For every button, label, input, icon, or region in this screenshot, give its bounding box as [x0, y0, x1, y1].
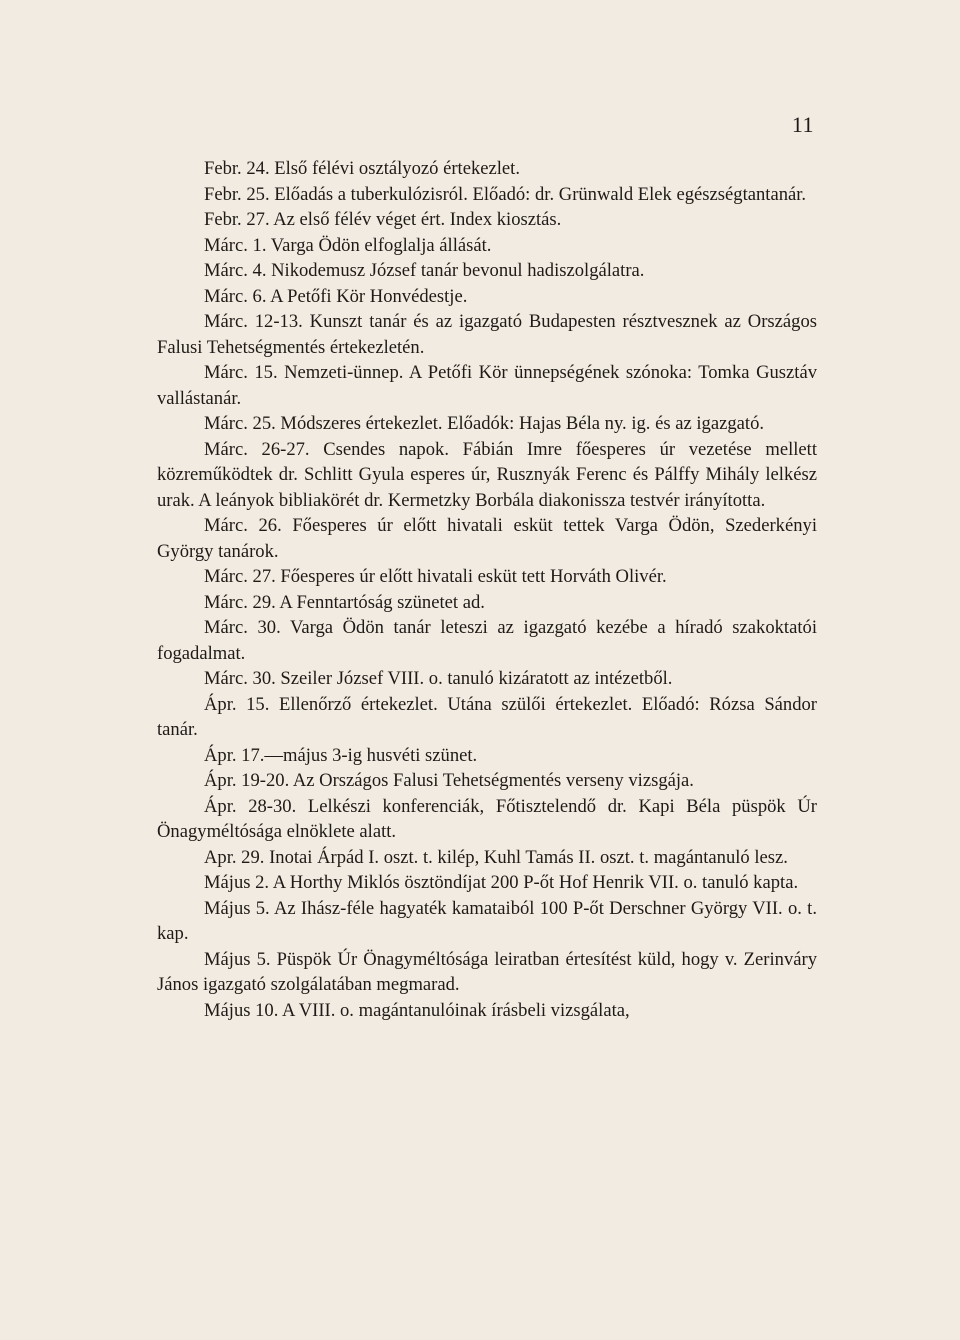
chronicle-entry: Május 5. Az Ihász-féle hagyaték kamataiból 100 P-őt Derschner György VII. o. t. kap. [157, 897, 817, 944]
chronicle-entry: Márc. 27. Főesperes úr előtt hivatali esküt tett Horváth Olivér. [204, 566, 667, 587]
chronicle-entry: Ápr. 15. Ellenőrző értekezlet. Utána szülői értekezlet. Előadó: Rózsa Sándor tanár. [157, 693, 817, 740]
chronicle-entry: Márc. 15. Nemzeti-ünnep. A Petőfi Kör ünnepségének szónoka: Tomka Gusztáv vallástanár. [157, 362, 817, 409]
chronicle-entry: Apr. 29. Inotai Árpád I. oszt. t. kilép, Kuhl Tamás II. oszt. t. magántanuló lesz. [204, 846, 788, 868]
chronicle-entry: Márc. 4. Nikodemusz József tanár bevonul hadiszolgálatra. [204, 260, 645, 281]
chronicle-entry: Május 10. A VIII. o. magántanulóinak írásbeli vizsgálata, [204, 999, 630, 1021]
chronicle-entry: Márc. 30. Varga Ödön tanár leteszi az igazgató kezébe a híradó szakoktatói fogadalmat. [157, 617, 817, 664]
chronicle-entry: Márc. 29. A Fenntartóság szünetet ad. [204, 591, 485, 613]
chronicle-entry: Ápr. 28-30. Lelkészi konferenciák, Főtisztelendő dr. Kapi Béla püspök Úr Önagyméltósága elnöklete alatt. [157, 795, 817, 842]
chronicle-entry: Márc. 1. Varga Ödön elfoglalja állását. [204, 234, 492, 256]
chronicle-entry: Május 2. A Horthy Miklós ösztöndíjat 200 P-őt Hof Henrik VII. o. tanuló kapta. [204, 872, 799, 893]
chronicle-entry: Febr. 25. Előadás a tuberkulózisról. Előadó: dr. Grünwald Elek egészségtantanár. [204, 183, 807, 205]
chronicle-entry: Márc. 6. A Petőfi Kör Honvédestje. [204, 285, 468, 307]
chronicle-entries [157, 156, 817, 1023]
chronicle-entry: Márc. 25. Módszeres értekezlet. Előadók: Hajas Béla ny. ig. és az igazgató. [204, 413, 765, 434]
chronicle-entry: Márc. 26. Főesperes úr előtt hivatali esküt tettek Varga Ödön, Szederkényi György tanárok. [157, 515, 817, 562]
chronicle-entry: Márc. 26-27. Csendes napok. Fábián Imre főesperes úr vezetése mellett közreműködtek dr. Schlitt Gyula esperes úr, Rusznyák Ferenc és Pálffy Mihály lelkész urak. A leányok bibliakörét dr. Kermetzky Borbála diakonissza testvér irányította. [157, 438, 817, 511]
page-number: 11 [791, 112, 814, 137]
chronicle-entry: Május 5. Püspök Úr Önagyméltósága leiratban értesítést küld, hogy v. Zerinváry János igazgató szolgálatában megmarad. [157, 948, 817, 995]
chronicle-entry: Ápr. 19-20. Az Országos Falusi Tehetségmentés verseny vizsgája. [204, 770, 694, 791]
chronicle-entry: Márc. 30. Szeiler József VIII. o. tanuló kizáratott az intézetből. [204, 668, 673, 689]
chronicle-entry: Márc. 12-13. Kunszt tanár és az igazgató Budapesten résztvesznek az Országos Falusi Tehetségmentés értekezletén. [157, 311, 817, 358]
chronicle-entry: Febr. 27. Az első félév véget ért. Index kiosztás. [204, 209, 562, 230]
chronicle-entry: Febr. 24. Első félévi osztályozó értekezlet. [204, 158, 520, 179]
chronicle-entry: Ápr. 17.—május 3-ig husvéti szünet. [204, 744, 478, 766]
